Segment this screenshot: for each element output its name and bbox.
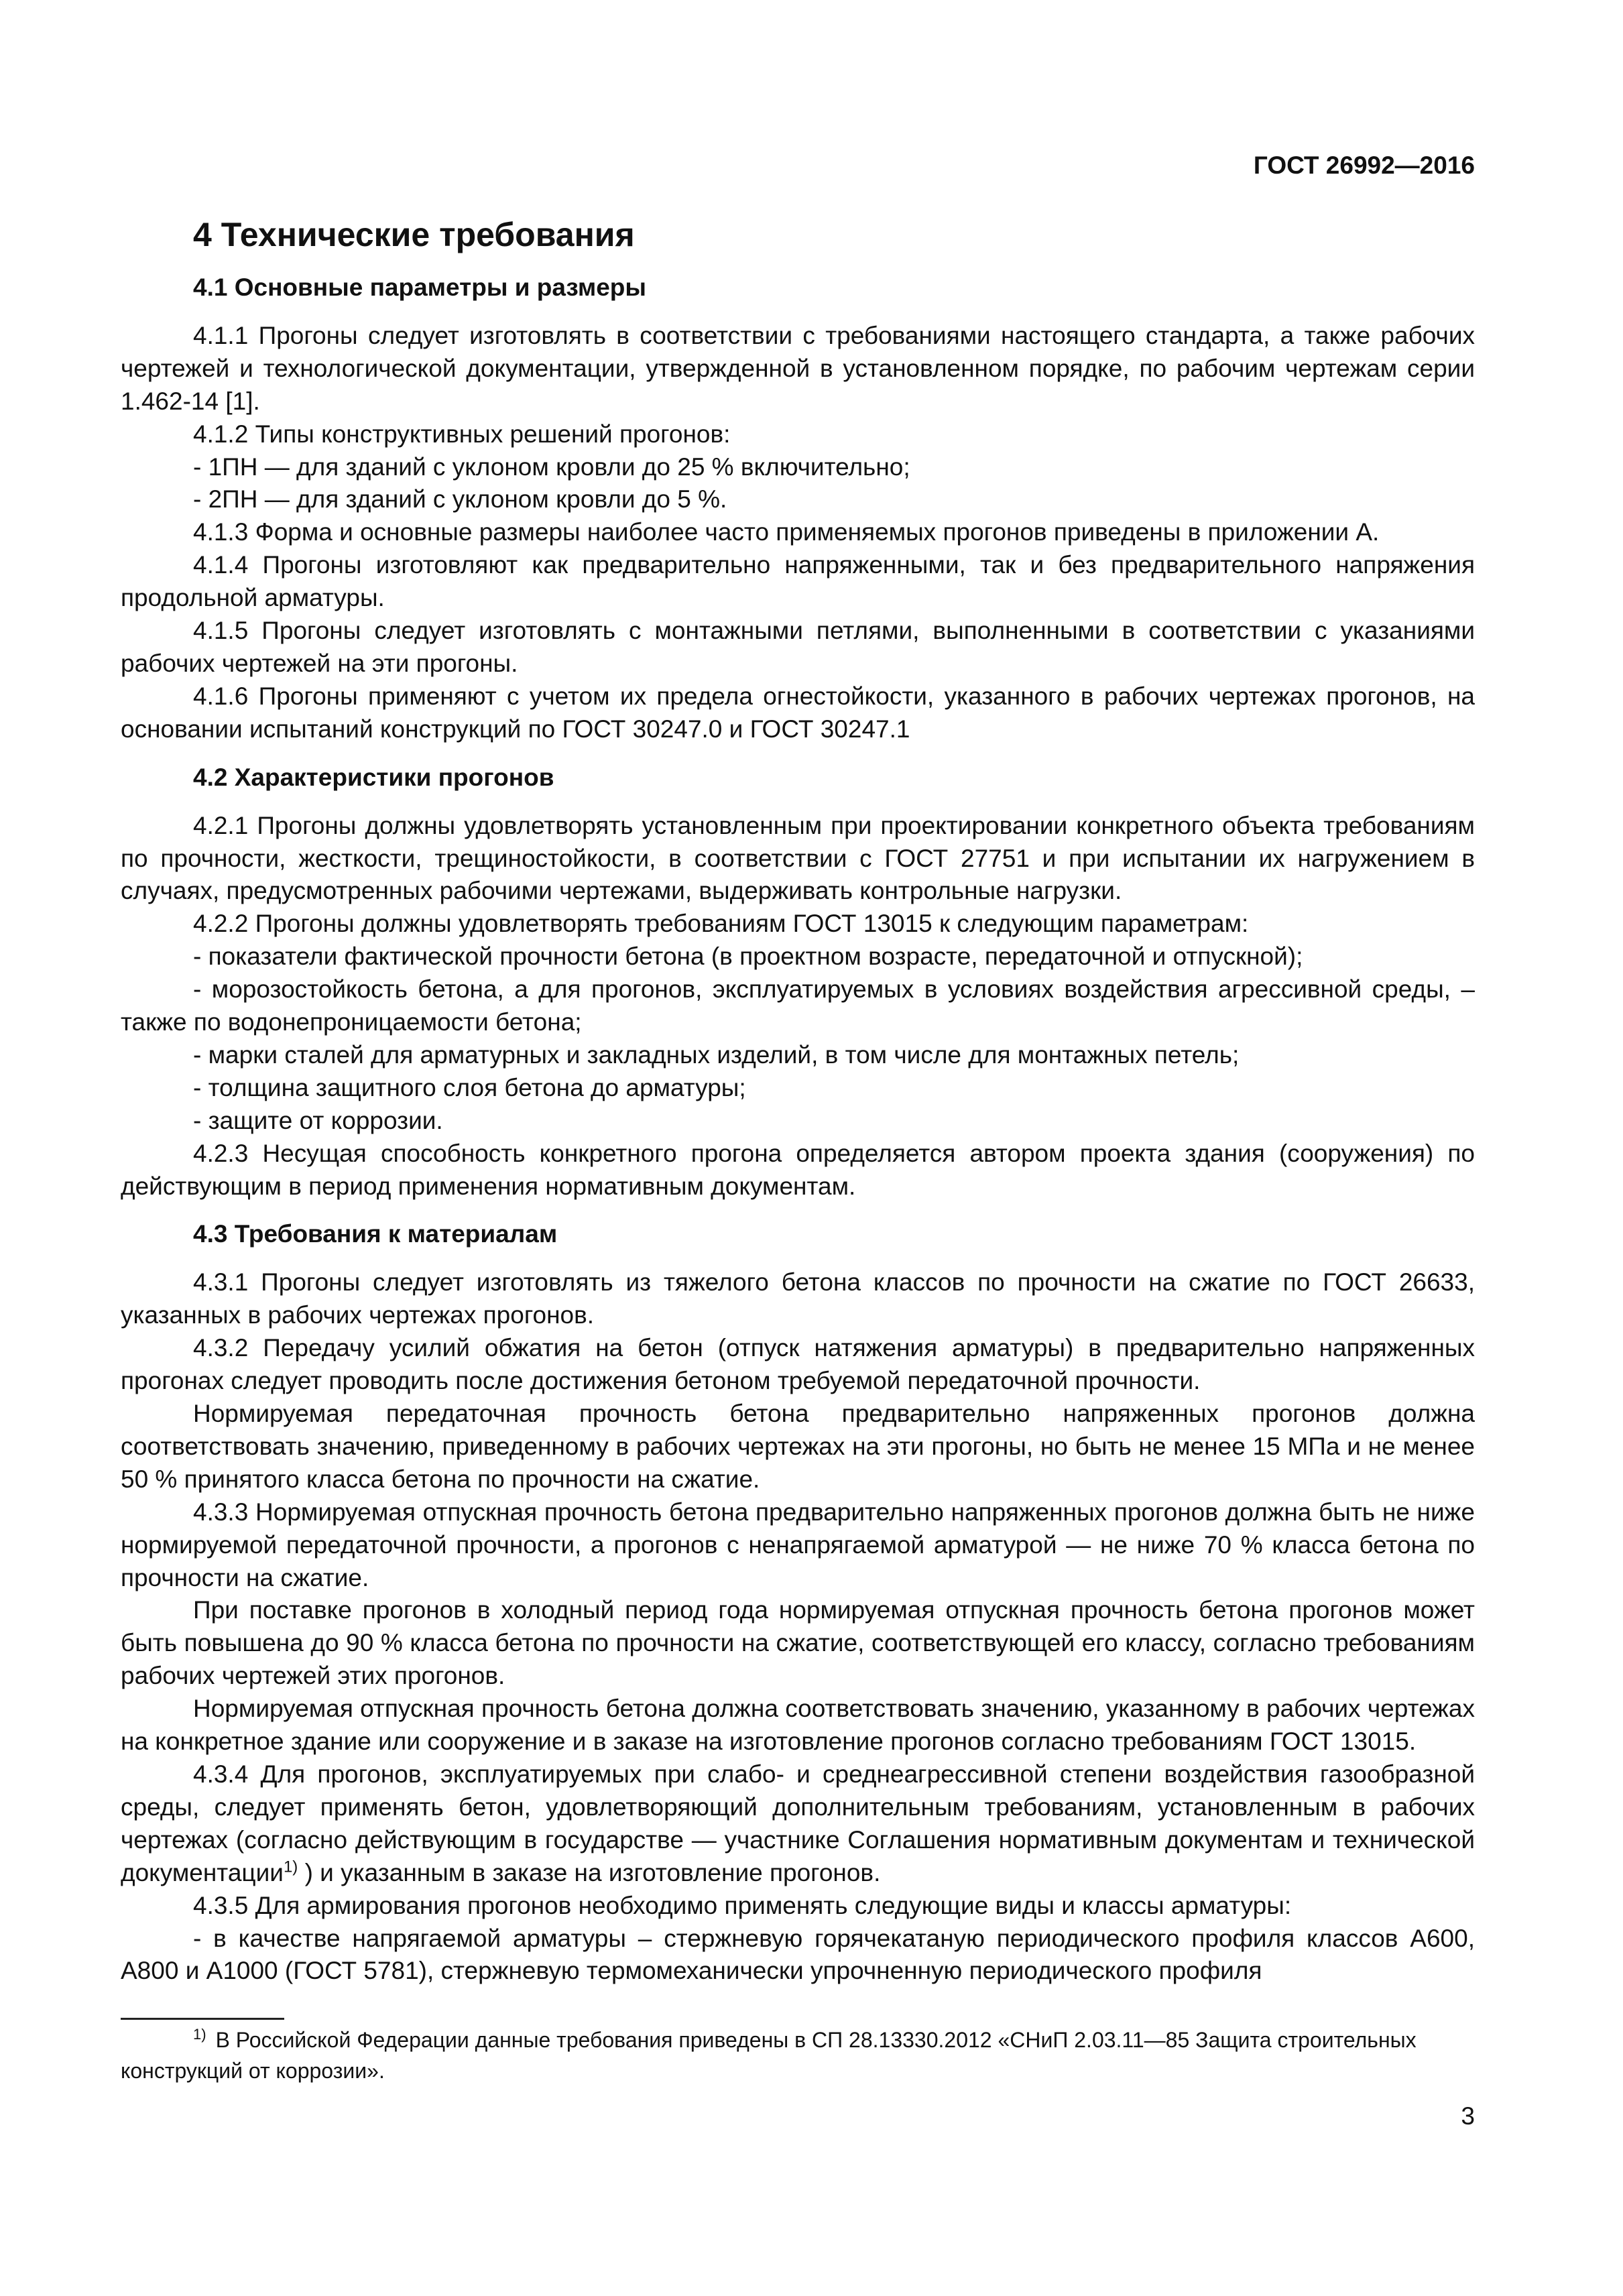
footnote-reference[interactable]: 1) <box>283 1858 298 1876</box>
document-code: ГОСТ 26992—2016 <box>1253 152 1475 179</box>
subsection-title-4-1: 4.1 Основные параметры и размеры <box>193 274 647 301</box>
paragraph-4-1-5: 4.1.5 Прогоны следует изготовлять с монтажными петлями, выполненными в соответствии с указаниями рабочих чертежей на эти прогоны. <box>121 617 1475 677</box>
footnote: 1) В Российской Федерации данные требования приведены в СП 28.13330.2012 «СНиП 2.03.11—85 Защита строительных конструкций от коррозии». <box>121 2026 1417 2083</box>
paragraph-4-3-4 <box>121 1758 1475 1890</box>
paragraph-4-3-3-c: Нормируемая отпускная прочность бетона должна соответствовать значению, указанному в рабочих чертежах на конкретное здание или сооружение и в заказе на изготовление прогонов согласно требованиям ГОСТ 13015. <box>121 1695 1475 1756</box>
paragraph-4-3-1: 4.3.1 Прогоны следует изготовлять из тяжелого бетона классов по прочности на сжатие по ГОСТ 26633, указанных в рабочих чертежах прогонов. <box>121 1268 1475 1329</box>
footnote-divider <box>121 2018 284 2020</box>
paragraph-4-1-6: 4.1.6 Прогоны применяют с учетом их предела огнестойкости, указанного в рабочих чертежах прогонов, на основании испытаний конструкций по ГОСТ 30247.0 и ГОСТ 30247.1 <box>121 682 1475 743</box>
document-page <box>121 151 1475 2236</box>
paragraph-4-3-2-b: Нормируемая передаточная прочность бетона предварительно напряженных прогонов должна соответствовать значению, приведенному в рабочих чертежах на эти прогоны, но быть не менее 15 МПа и не менее 50 % принятого класса бетона по прочности на сжатие. <box>121 1400 1475 1493</box>
section-title: 4 Технические требования <box>193 216 635 253</box>
paragraph-4-2-1: 4.2.1 Прогоны должны удовлетворять установленным при проектировании конкретного объекта требованиям по прочности, жесткости, трещиностойкости, в соответствии с ГОСТ 27751 и при испытании их нагружением в случаях, предусмотренных рабочими чертежами, выдерживать контрольные нагрузки. <box>121 811 1475 905</box>
list-item: - в качестве напрягаемой арматуры – стержневую горячекатаную периодического профиля классов А600, А800 и А1000 (ГОСТ 5781), стержневую термомеханически упрочненную периодического профиля <box>121 1924 1475 1985</box>
subsection-title-4-3: 4.3 Требования к материалам <box>193 1220 558 1248</box>
list-item: - морозостойкость бетона, а для прогонов, эксплуатируемых в условиях воздействия агрессивной среды, – также по водонепроницаемости бетона; <box>121 975 1475 1036</box>
paragraph-4-1-1: 4.1.1 Прогоны следует изготовлять в соответствии с требованиями настоящего стандарта, а также рабочих чертежей и технологической документации, утвержденной в установленном порядке, по рабочим чертежам серии 1.462-14 [1]. <box>121 321 1475 415</box>
list-item: - 1ПН — для зданий с уклоном кровли до 25 % включительно; <box>193 452 910 481</box>
list-item: - марки сталей для арматурных и закладных изделий, в том числе для монтажных петель; <box>193 1040 1240 1069</box>
paragraph-4-3-3-b: При поставке прогонов в холодный период года нормируемая отпускная прочность бетона прогонов может быть повышена до 90 % класса бетона по прочности на сжатие, соответствующей его классу, согласно требованиям рабочих чертежей этих прогонов. <box>121 1596 1475 1690</box>
list-item: - защите от коррозии. <box>193 1106 443 1134</box>
paragraph-4-2-3: 4.2.3 Несущая способность конкретного прогона определяется автором проекта здания (сооружения) по действующим в период применения нормативным документам. <box>121 1139 1475 1200</box>
footnote-text: В Российской Федерации данные требования приведены в СП 28.13330.2012 «СНиП 2.03.11—85 Защита строительных конструкций от коррозии». <box>121 2028 1417 2083</box>
list-item: - толщина защитного слоя бетона до арматуры; <box>193 1073 746 1101</box>
paragraph-4-3-2: 4.3.2 Передачу усилий обжатия на бетон (отпуск натяжения арматуры) в предварительно напряженных прогонах следует проводить после достижения бетоном требуемой передаточной прочности. <box>121 1334 1475 1395</box>
paragraph-4-3-4-text: 4.3.4 Для прогонов, эксплуатируемых при слабо- и среднеагрессивной степени воздействия газообразной среды, следует применять бетон, удовлетворяющий дополнительным требованиям, установленным в рабочих чертежах (согласно действующим в государстве — участнике Соглашения нормативным документам и технической документации <box>121 1760 1475 1886</box>
paragraph-4-1-4: 4.1.4 Прогоны изготовляют как предварительно напряженными, так и без предварительного напряжения продольной арматуры. <box>121 551 1475 612</box>
paragraph-4-3-4-end: ) и указанным в заказе на изготовление прогонов. <box>298 1858 881 1886</box>
paragraph-4-1-3: 4.1.3 Форма и основные размеры наиболее часто применяемых прогонов приведены в приложении А. <box>193 518 1380 546</box>
page-number: 3 <box>1461 2102 1475 2130</box>
paragraph-4-2-2: 4.2.2 Прогоны должны удовлетворять требованиям ГОСТ 13015 к следующим параметрам: <box>193 910 1249 938</box>
list-item: - показатели фактической прочности бетона (в проектном возрасте, передаточной и отпускной); <box>193 943 1303 971</box>
document-body <box>121 271 1475 1988</box>
paragraph-4-3-3: 4.3.3 Нормируемая отпускная прочность бетона предварительно напряженных прогонов должна быть не ниже нормируемой передаточной прочности, а прогонов с ненапрягаемой арматурой — не ниже 70 % класса бетона по прочности на сжатие. <box>121 1498 1475 1591</box>
subsection-title-4-2: 4.2 Характеристики прогонов <box>193 763 554 791</box>
list-item: - 2ПН — для зданий с уклоном кровли до 5 %. <box>193 485 727 513</box>
paragraph-4-1-2: 4.1.2 Типы конструктивных решений прогонов: <box>193 420 731 448</box>
paragraph-4-3-5: 4.3.5 Для армирования прогонов необходимо применять следующие виды и классы арматуры: <box>193 1891 1292 1919</box>
